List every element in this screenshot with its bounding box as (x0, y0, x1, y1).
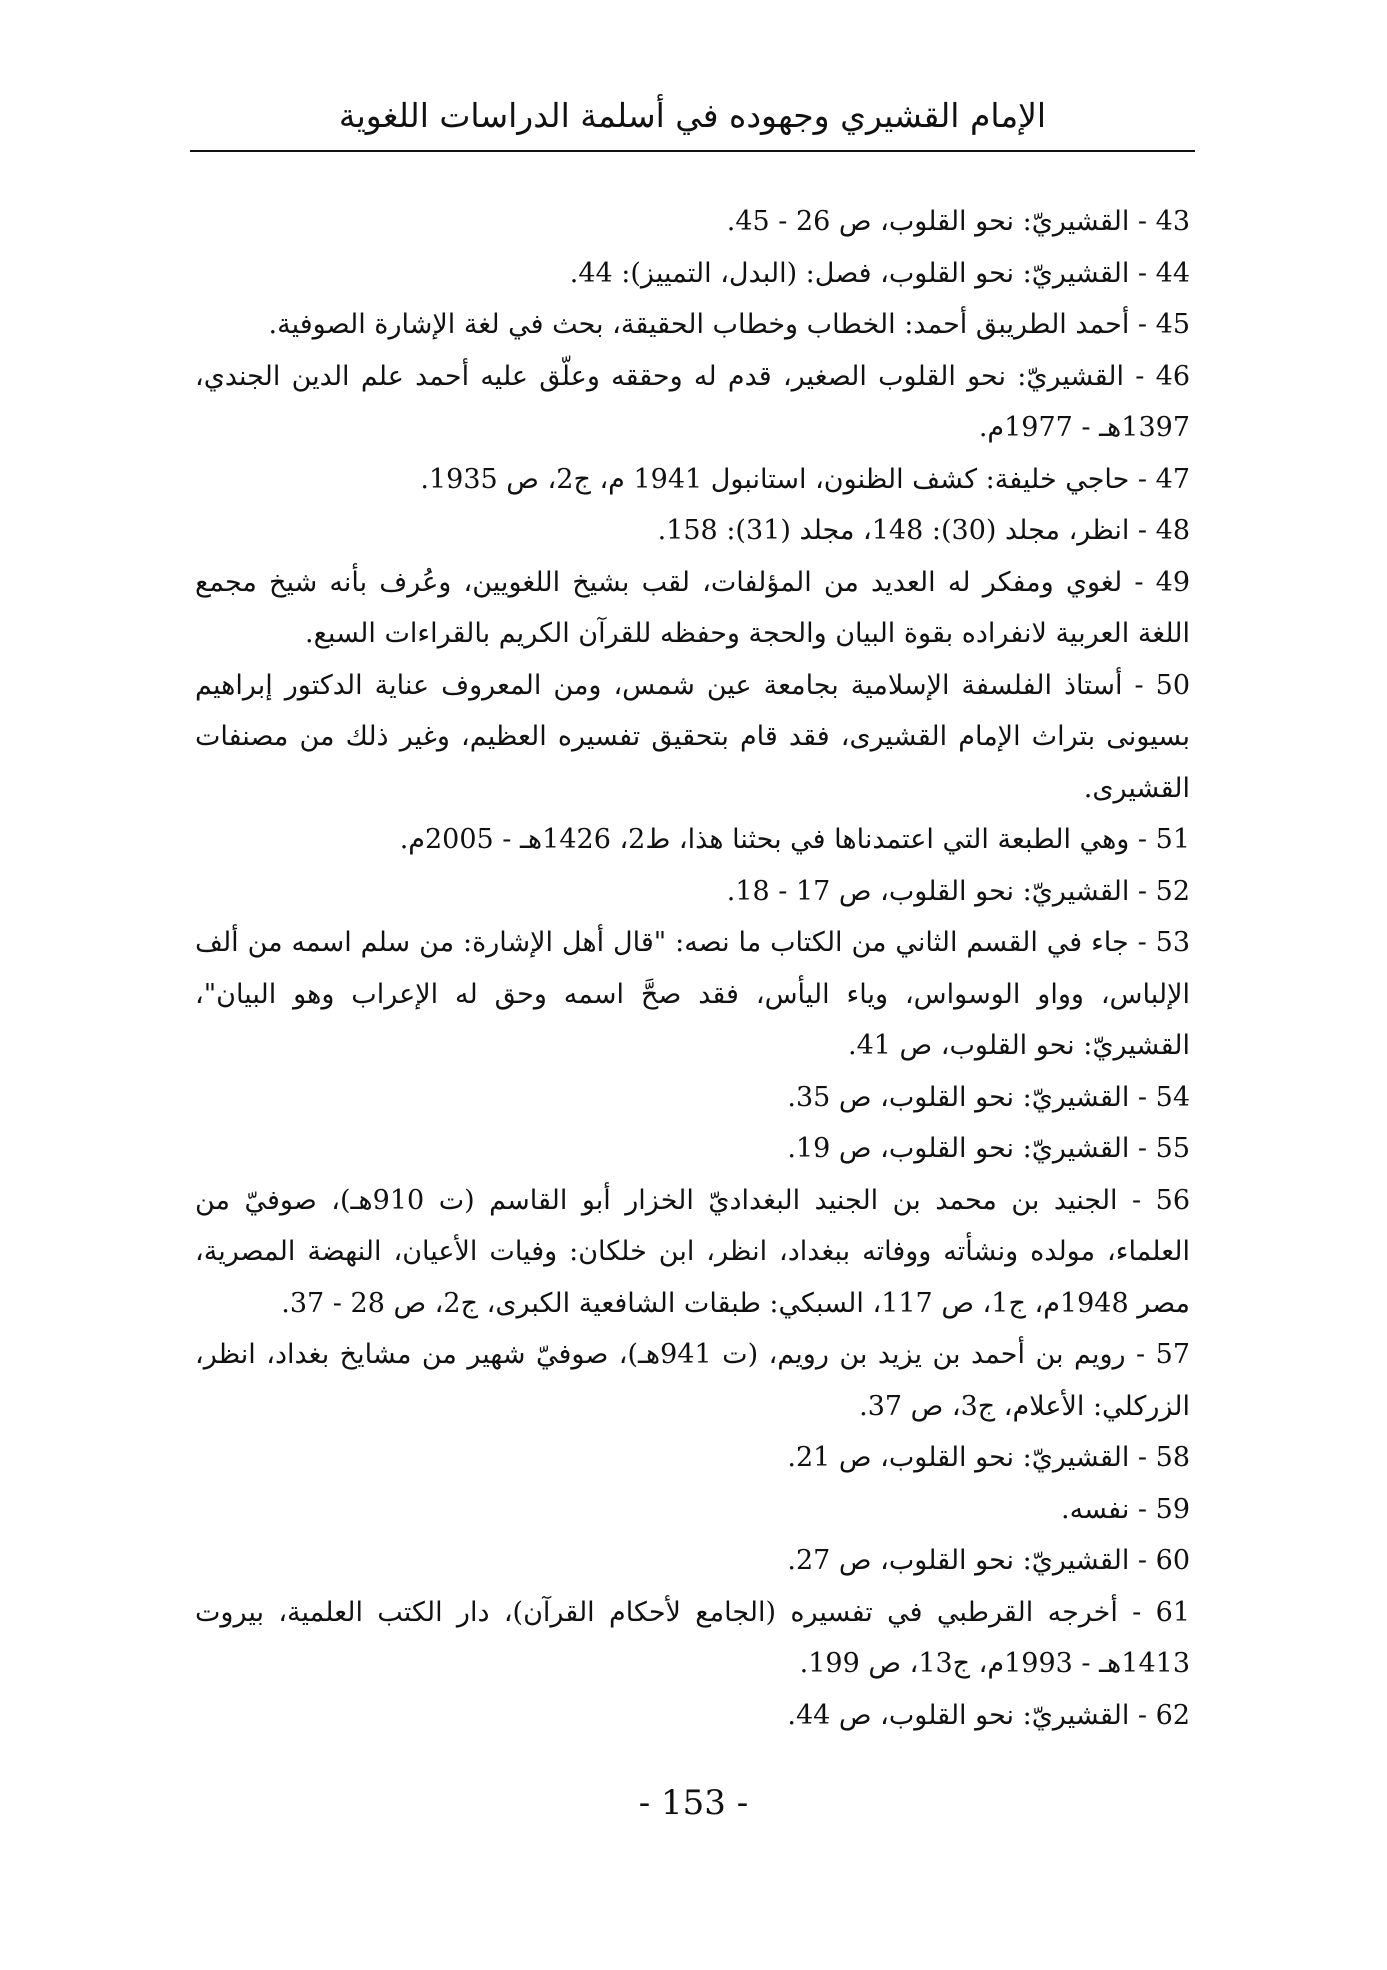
page-number: - 153 - (638, 1783, 749, 1823)
endnote-56: 56 - الجنيد بن محمد بن الجنيد البغداديّ الخزار أبو القاسم (ت 910هـ)، صوفيّ من العلماء، مولده ونشأته ووفاته ببغداد، انظر، ابن خلكان: وفيات الأعيان، النهضة المصرية، مصر 1948م، ج1، ص 117، السبكي: طبقات الشافعية الكبرى، ج2، ص 28 - 37. (195, 1184, 1190, 1319)
endnote-51: 51 - وهي الطبعة التي اعتمدناها في بحثنا هذا، ط2، 1426هـ - 2005م. (399, 824, 1190, 855)
endnote-55: 55 - القشيريّ: نحو القلوب، ص 19. (787, 1133, 1190, 1164)
endnote-59: 59 - نفسه. (1061, 1493, 1190, 1525)
running-header: الإمام القشيري وجهوده في أسلمة الدراسات اللغوية (338, 96, 1047, 135)
endnote-50: 50 - أستاذ الفلسفة الإسلامية بجامعة عين شمس، ومن المعروف عناية الدكتور إبراهيم بسيونى بتراث الإمام القشيرى، فقد قام بتحقيق تفسيره العظيم، وغير ذلك من مصنفات القشيرى. (195, 669, 1190, 804)
endnote-46: 46 - القشيريّ: نحو القلوب الصغير، قدم له وحققه وعلّق عليه أحمد علم الدين الجندي، 1397هـ - 1977م. (195, 360, 1190, 443)
endnote-62: 62 - القشيريّ: نحو القلوب، ص 44. (787, 1699, 1190, 1731)
endnote-57: 57 - رويم بن أحمد بن يزيد بن رويم، (ت 941هـ)، صوفيّ شهير من مشايخ بغداد، انظر، الزركلي: الأعلام، ج3، ص 37. (195, 1339, 1190, 1422)
endnote-45: 45 - أحمد الطريبق أحمد: الخطاب وخطاب الحقيقة، بحث في لغة الإشارة الصوفية. (268, 309, 1190, 340)
endnote-44: 44 - القشيريّ: نحو القلوب، فصل: (البدل، التمييز): 44. (569, 257, 1190, 289)
endnote-43: 43 - القشيريّ: نحو القلوب، ص 26 - 45. (726, 206, 1190, 237)
endnote-47: 47 - حاجي خليفة: كشف الظنون، استانبول 1941 م، ج2، ص 1935. (420, 463, 1190, 495)
endnote-60: 60 - القشيريّ: نحو القلوب، ص 27. (787, 1545, 1190, 1576)
endnote-58: 58 - القشيريّ: نحو القلوب، ص 21. (787, 1442, 1190, 1473)
endnote-52: 52 - القشيريّ: نحو القلوب، ص 17 - 18. (726, 875, 1190, 907)
endnote-49: 49 - لغوي ومفكر له العديد من المؤلفات، لقب بشيخ اللغويين، وعُرف بأنه شيخ مجمع اللغة العربية لانفراده بقوة البيان والحجة وحفظه للقرآن الكريم بالقراءات السبع. (195, 566, 1190, 649)
endnotes-list (195, 196, 1190, 1741)
endnote-54: 54 - القشيريّ: نحو القلوب، ص 35. (787, 1081, 1190, 1113)
endnote-61: 61 - أخرجه القرطبي في تفسيره (الجامع لأحكام القرآن)، دار الكتب العلمية، بيروت 1413هـ - 1993م، ج13، ص 199. (195, 1596, 1190, 1679)
header-rule (190, 150, 1195, 152)
endnote-48: 48 - انظر، مجلد (30): 148، مجلد (31): 158. (657, 515, 1190, 546)
endnote-53: 53 - جاء في القسم الثاني من الكتاب ما نصه: "قال أهل الإشارة: من سلم اسمه من ألف الإلباس، وواو الوسواس، وياء اليأس، فقد صحَّ اسمه وحق له الإعراب وهو البيان"، القشيريّ: نحو القلوب، ص 41. (195, 927, 1190, 1061)
